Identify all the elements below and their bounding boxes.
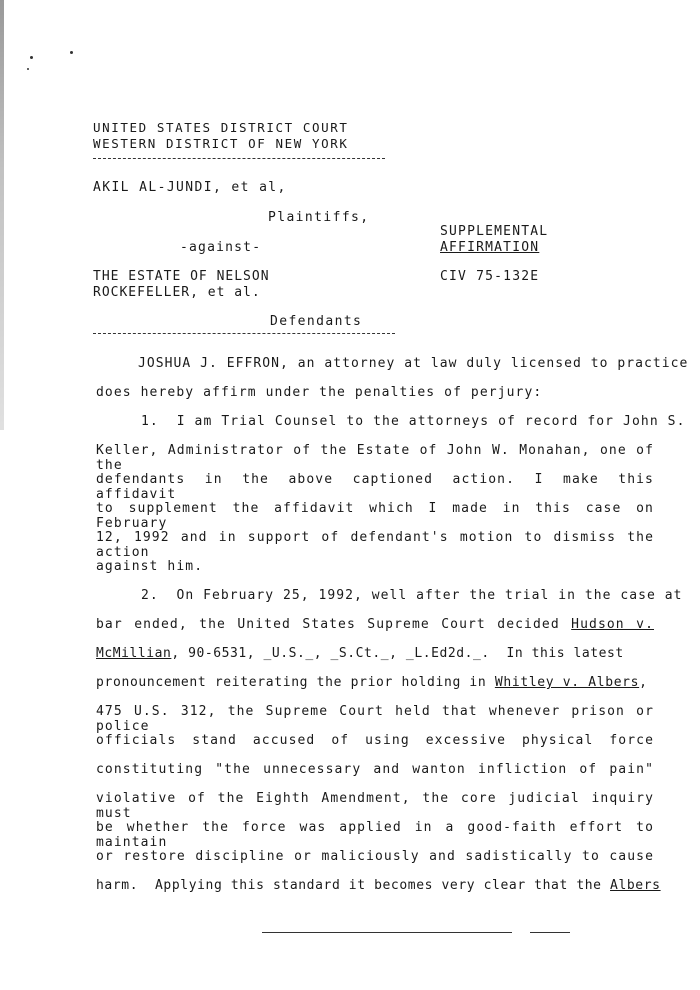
defendants-label: Defendants <box>270 314 363 329</box>
scan-edge <box>0 0 4 430</box>
scan-speck <box>30 56 33 59</box>
para1-line: to supplement the affidavit which I made in this case on February <box>96 501 654 531</box>
intro-line: JOSHUA J. EFFRON, an attorney at law duly licensed to practice <box>138 356 689 371</box>
scan-speck <box>27 68 29 70</box>
case-citation: Whitley v. Albers <box>494 675 640 690</box>
para2-line <box>96 617 654 632</box>
para2-line: 475 U.S. 312, the Supreme Court held that whenever prison or police <box>96 704 654 734</box>
para1-line: defendants in the above captioned action. I make this affidavit <box>96 472 654 502</box>
para2-text: pronouncement reiterating the prior holding in <box>96 675 495 690</box>
para2-line: violative of the Eighth Amendment, the core judicial inquiry must <box>96 791 654 821</box>
case-citation: Albers <box>610 878 661 893</box>
para2-line <box>96 675 648 690</box>
para2-line: constituting "the unnecessary and wanton infliction of pain" <box>96 762 654 777</box>
intro-line: does hereby affirm under the penalties of perjury: <box>96 385 543 400</box>
para1-line: against him. <box>96 559 204 574</box>
plaintiff-name: AKIL AL-JUNDI, et al, <box>93 180 287 195</box>
para1-line: Keller, Administrator of the Estate of John W. Monahan, one of the <box>96 443 654 473</box>
defendant-name-line2: ROCKEFELLER, et al. <box>93 285 261 300</box>
case-number: CIV 75-132E <box>440 269 540 284</box>
plaintiffs-label: Plaintiffs, <box>268 210 370 225</box>
defendant-name-line1: THE ESTATE OF NELSON <box>93 269 270 284</box>
para2-line: be whether the force was applied in a good-faith effort to maintain <box>96 820 654 850</box>
court-name: UNITED STATES DISTRICT COURT <box>93 120 349 135</box>
court-district: WESTERN DISTRICT OF NEW YORK <box>93 136 349 151</box>
para2-text: , <box>639 675 648 690</box>
caption-divider <box>93 158 385 159</box>
para2-text: harm. Applying this standard it becomes very clear that the <box>96 878 611 893</box>
para2-text: bar ended, the United States Supreme Court decided <box>96 617 572 632</box>
caption-divider-bottom <box>93 333 395 334</box>
para1-line: 1. I am Trial Counsel to the attorneys of record for John S. <box>141 414 686 429</box>
against-label: -against- <box>180 240 262 255</box>
para2-line: 2. On February 25, 1992, well after the trial in the case at <box>141 588 683 603</box>
para2-line <box>96 646 624 661</box>
para2-line <box>96 878 661 893</box>
case-citation: Hudson v. <box>571 617 654 632</box>
para2-line: or restore discipline or maliciously and sadistically to cause <box>96 849 654 864</box>
document-title-line1: SUPPLEMENTAL <box>440 224 549 239</box>
para1-line: 12, 1992 and in support of defendant's motion to dismiss the action <box>96 530 654 560</box>
para2-text: , 90-6531, _U.S._, _S.Ct._, _L.Ed2d._. In this latest <box>171 646 624 661</box>
scan-speck <box>70 51 73 54</box>
footer-rule <box>262 932 512 933</box>
para2-line: officials stand accused of using excessive physical force <box>96 733 654 748</box>
footer-rule-short <box>530 932 570 933</box>
document-title-line2: AFFIRMATION <box>440 240 540 255</box>
case-citation: McMillian <box>96 646 172 661</box>
